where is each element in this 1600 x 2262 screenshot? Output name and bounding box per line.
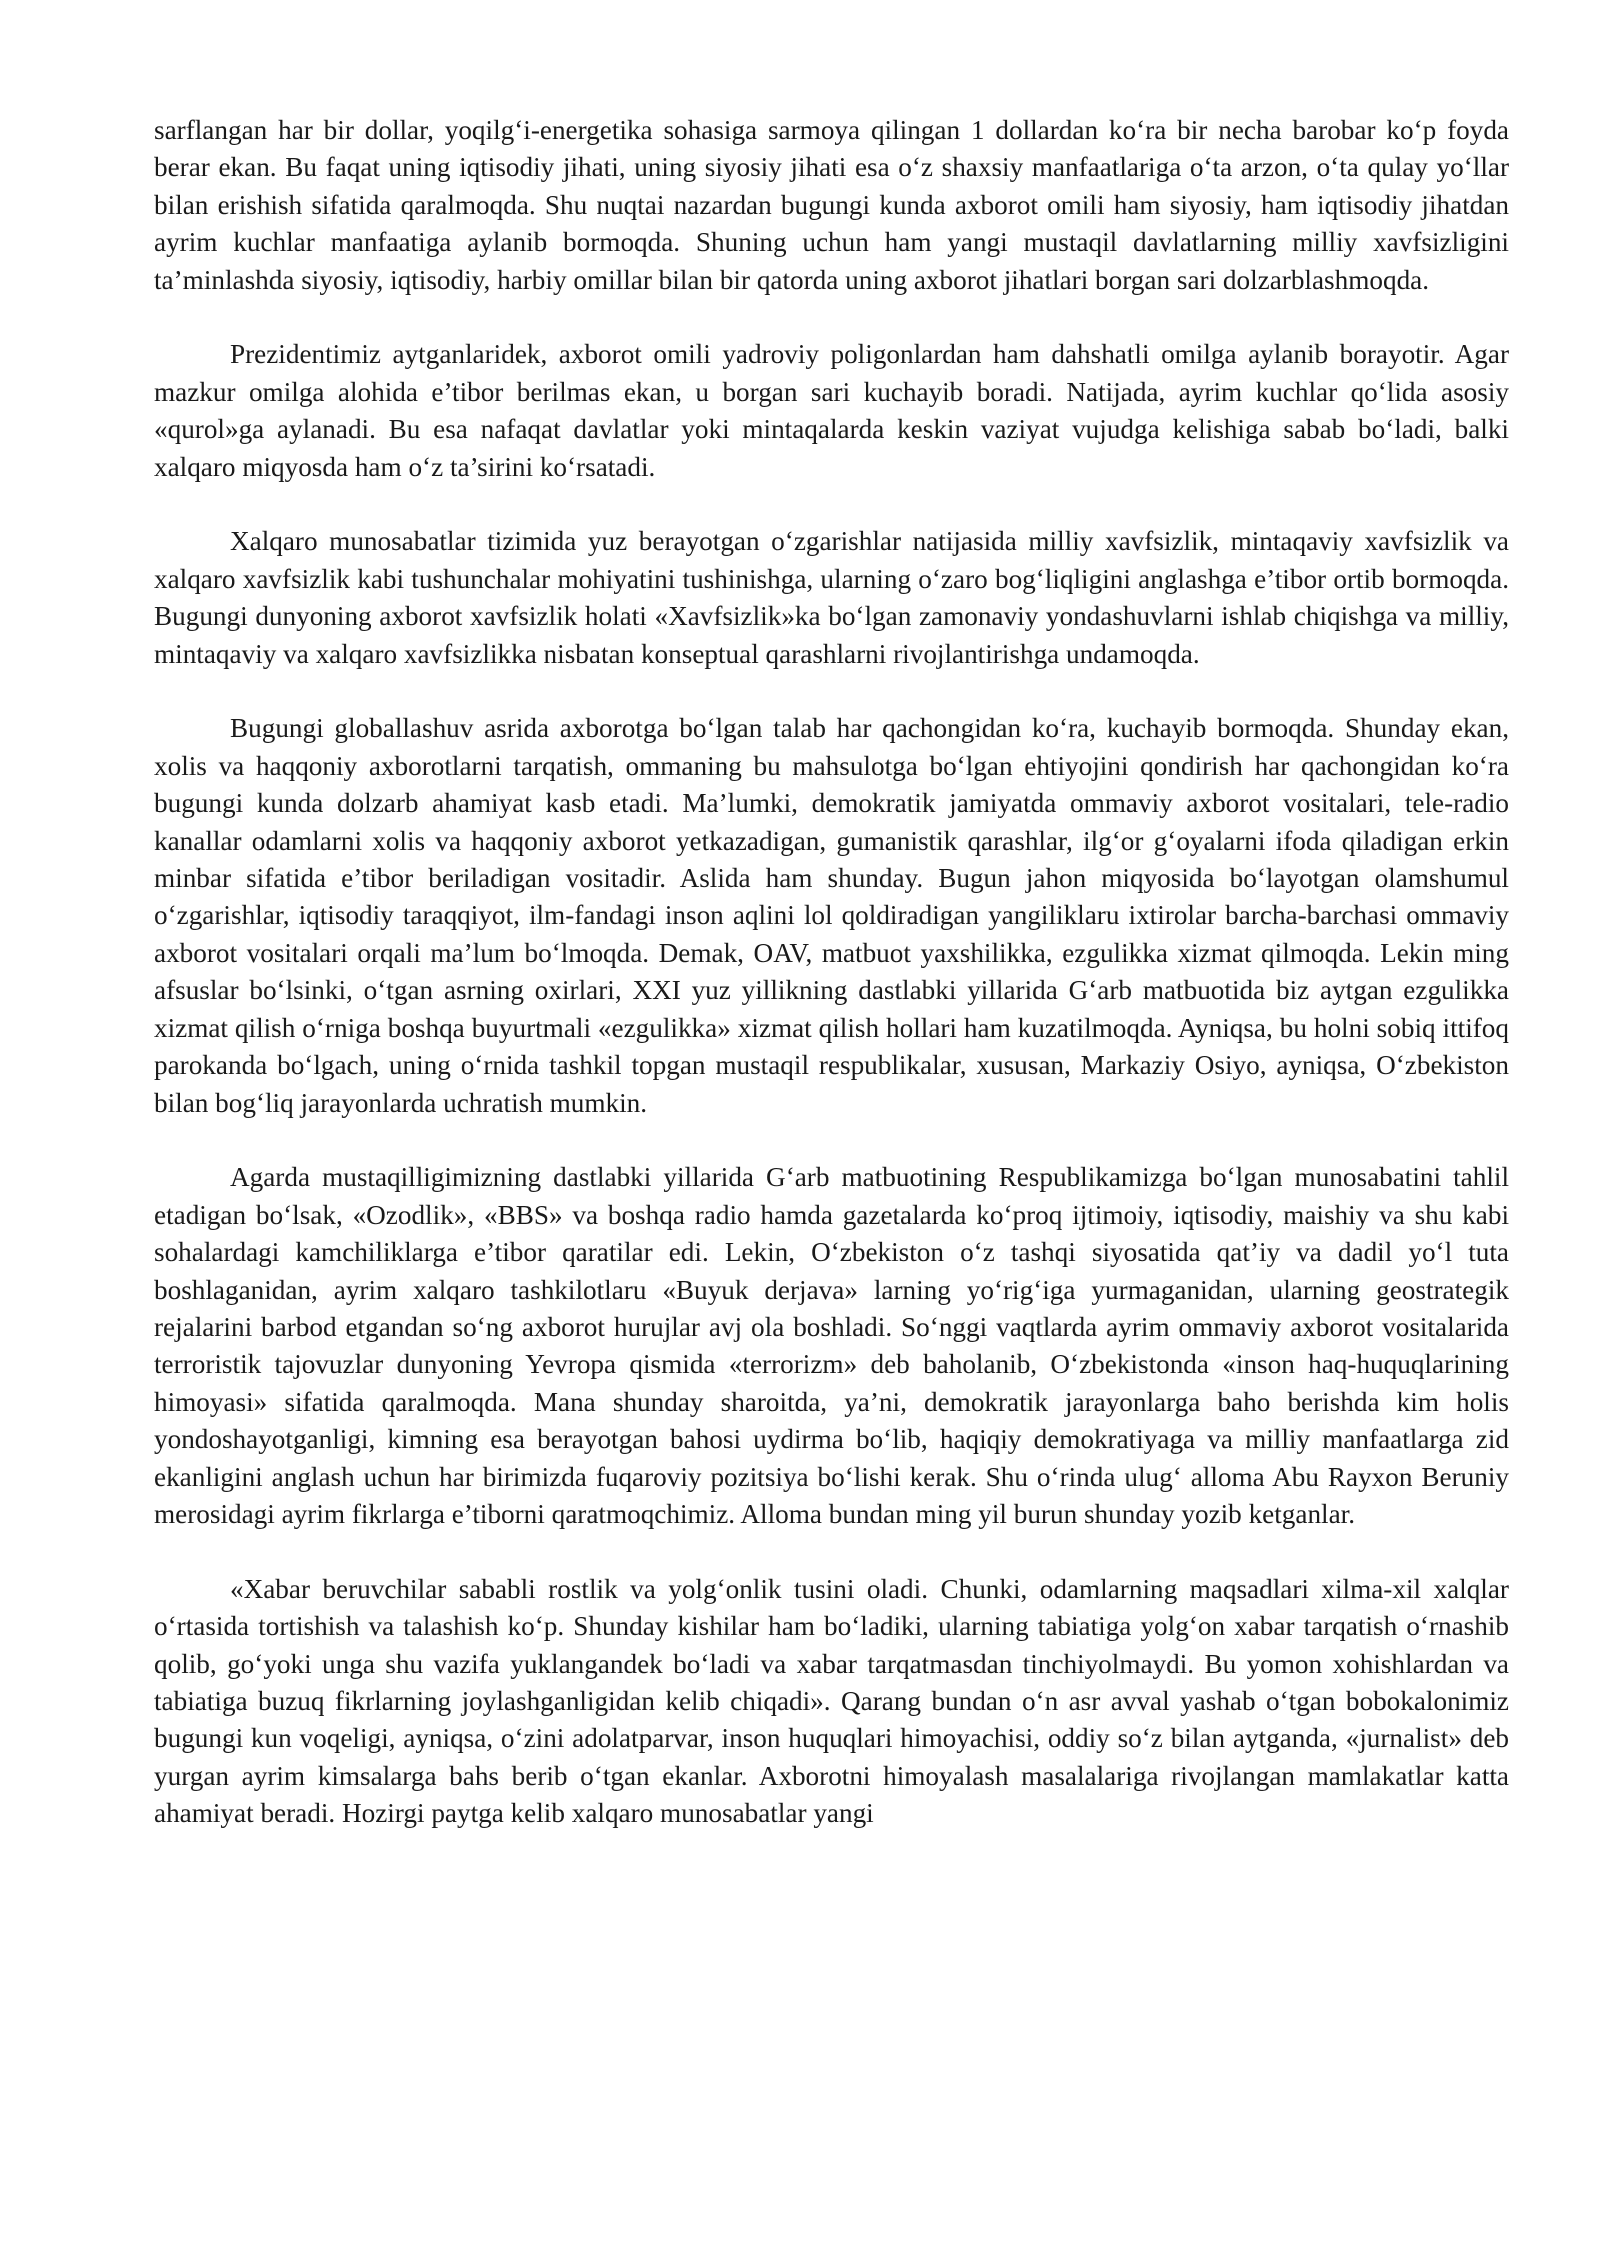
paragraph-3: Xalqaro munosabatlar tizimida yuz berayotgan o‘zgarishlar natijasida milliy xavfsizlik, mintaqaviy xavfsizlik va xalqaro xavfsizlik kabi tushunchalar mohiyatini tushinishga, ularning o‘zaro bog‘liqligini anglashga e’tibor ortib bormoqda. Bugungi dunyoning axborot xavfsizlik holati «Xavfsizlik»ka bo‘lgan zamonaviy yondashuvlarni ishlab chiqishga va milliy, mintaqaviy va xalqaro xavfsizlikka nisbatan konseptual qarashlarni rivojlantirishga undamoqda.	[154, 526, 1509, 669]
paragraph-1: sarflangan har bir dollar, yoqilg‘i-energetika sohasiga sarmoya qilingan 1 dollardan ko‘ra bir necha barobar ko‘p foyda berar ekan. Bu faqat uning iqtisodiy jihati, uning siyosiy jihati esa o‘z shaxsiy manfaatlariga o‘ta arzon, o‘ta qulay yo‘llar bilan erishish sifatida qaralmoqda. Shu nuqtai nazardan bugungi kunda axborot omili ham siyosiy, ham iqtisodiy jihatdan ayrim kuchlar manfaatiga aylanib bormoqda. Shuning uchun ham yangi mustaqil davlatlarning milliy xavfsizligini ta’minlashda siyosiy, iqtisodiy, harbiy omillar bilan bir qatorda uning axborot jihatlari borgan sari dolzarblashmoqda.	[154, 115, 1509, 295]
paragraph-5: Agarda mustaqilligimizning dastlabki yillarida G‘arb matbuotining Respublikamizga bo‘lgan munosabatini tahlil etadigan bo‘lsak, «Ozodlik», «BBS» va boshqa radio hamda gazetalarda ko‘proq ijtimoiy, iqtisodiy, maishiy va shu kabi sohalardagi kamchiliklarga e’tibor qaratilar edi. Lekin, O‘zbekiston o‘z tashqi siyosatida qat’iy va dadil yo‘l tuta boshlaganidan, ayrim xalqaro tashkilotlaru «Buyuk derjava» larning yo‘rig‘iga yurmaganidan, ularning geostrategik rejalarini barbod etgandan so‘ng axborot hurujlar avj ola boshladi. So‘nggi vaqtlarda ayrim ommaviy axborot vositalarida terroristik tajovuzlar dunyoning Yevropa qismida «terrorizm» deb baholanib, O‘zbekistonda «inson haq-huquqlarining himoyasi» sifatida qaralmoqda. Mana shunday sharoitda, ya’ni, demokratik jarayonlarga baho berishda kim holis yondoshayotganligi, kimning esa berayotgan bahosi uydirma bo‘lib, haqiqiy demokratiyaga va milliy manfaatlarga zid ekanligini anglash uchun har birimizda fuqaroviy pozitsiya bo‘lishi kerak. Shu o‘rinda ulug‘ alloma Abu Rayxon Beruniy merosidagi ayrim fikrlarga e’tiborni qaratmoqchimiz. Alloma bundan ming yil burun shunday yozib ketganlar.	[154, 1162, 1509, 1529]
document-page	[154, 112, 1509, 1833]
paragraph-4: Bugungi globallashuv asrida axborotga bo‘lgan talab har qachongidan ko‘ra, kuchayib bormoqda. Shunday ekan, xolis va haqqoniy axborotlarni tarqatish, ommaning bu mahsulotga bo‘lgan ehtiyojini qondirish har qachongidan ko‘ra bugungi kunda dolzarb ahamiyat kasb etadi. Ma’lumki, demokratik jamiyatda ommaviy axborot vositalari, tele-radio kanallar odamlarni xolis va haqqoniy axborot yetkazadigan, gumanistik qarashlar, ilg‘or g‘oyalarni ifoda qiladigan erkin minbar sifatida e’tibor beriladigan vositadir. Aslida ham shunday. Bugun jahon miqyosida bo‘layotgan olamshumul o‘zgarishlar, iqtisodiy taraqqiyot, ilm-fandagi inson aqlini lol qoldiradigan yangiliklaru ixtirolar barcha-barchasi ommaviy axborot vositalari orqali ma’lum bo‘lmoqda. Demak, OAV, matbuot yaxshilikka, ezgulikka xizmat qilmoqda. Lekin ming afsuslar bo‘lsinki, o‘tgan asrning oxirlari, XXI yuz yillikning dastlabki yillarida G‘arb matbuotida biz aytgan ezgulikka xizmat qilish o‘rniga boshqa buyurtmali «ezgulikka» xizmat qilish hollari ham kuzatilmoqda. Ayniqsa, bu holni sobiq ittifoq parokanda bo‘lgach, uning o‘rnida tashkil topgan mustaqil respublikalar, xususan, Markaziy Osiyo, ayniqsa, O‘zbekiston bilan bog‘liq jarayonlarda uchratish mumkin.	[154, 713, 1509, 1118]
paragraph-2: Prezidentimiz aytganlaridek, axborot omili yadroviy poligonlardan ham dahshatli omilga aylanib borayotir. Agar mazkur omilga alohida e’tibor berilmas ekan, u borgan sari kuchayib boradi. Natijada, ayrim kuchlar qo‘lida asosiy «qurol»ga aylanadi. Bu esa nafaqat davlatlar yoki mintaqalarda keskin vaziyat vujudga kelishiga sabab bo‘ladi, balki xalqaro miqyosda ham o‘z ta’sirini ko‘rsatadi.	[154, 339, 1509, 482]
paragraph-6: «Xabar beruvchilar sababli rostlik va yolg‘onlik tusini oladi. Chunki, odamlarning maqsadlari xilma-xil xalqlar o‘rtasida tortishish va talashish ko‘p. Shunday kishilar ham bo‘ladiki, ularning tabiatiga yolg‘on xabar tarqatish o‘rnashib qolib, go‘yoki unga shu vazifa yuklangandek bo‘ladi va xabar tarqatmasdan tinchiyolmaydi. Bu yomon xohishlardan va tabiatiga buzuq fikrlarning joylashganligidan kelib chiqadi». Qarang bundan o‘n asr avval yashab o‘tgan bobokalonimiz bugungi kun voqeligi, ayniqsa, o‘zini adolatparvar, inson huquqlari himoyachisi, oddiy so‘z bilan aytganda, «jurnalist» deb yurgan ayrim kimsalarga bahs berib o‘tgan ekanlar. Axborotni himoyalash masalalariga rivojlangan mamlakatlar katta ahamiyat beradi. Hozirgi paytga kelib xalqaro munosabatlar yangi	[154, 1573, 1509, 1829]
